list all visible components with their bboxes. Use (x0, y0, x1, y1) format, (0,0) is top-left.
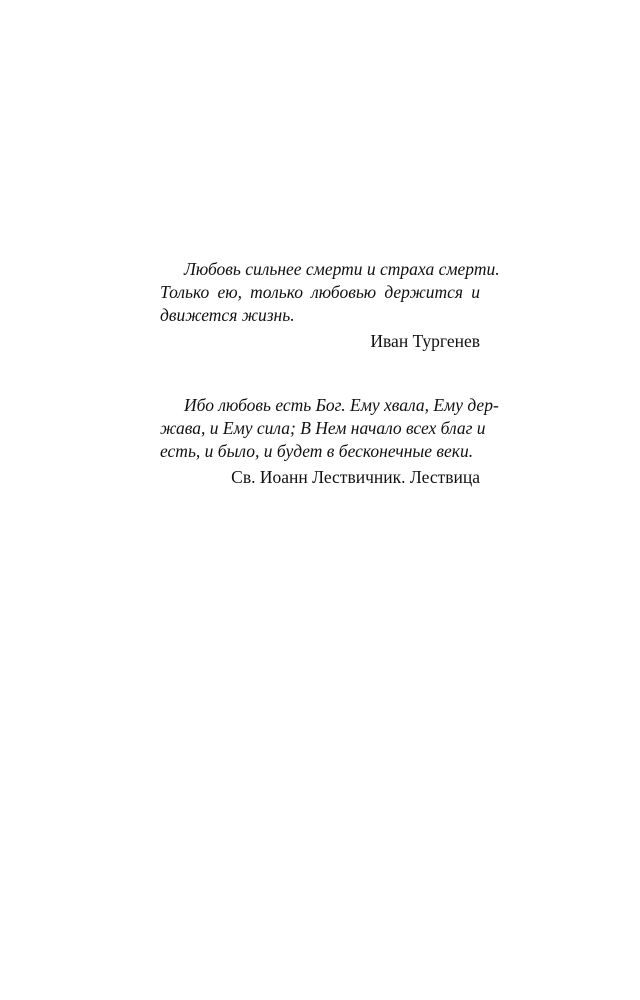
epigraph-turgenev (160, 258, 500, 353)
quote-line: Только ею, только любовью держится и (160, 282, 480, 302)
quote-line: Любовь сильнее смерти и страха смерти. (184, 259, 500, 279)
quote-line: есть, и было, и будет в бесконечные веки. (160, 441, 474, 461)
quote-author: Иван Тургенев (370, 331, 480, 351)
quote-author: Св. Иоанн Лествичник. Лествица (231, 467, 480, 487)
quote-line: жава, и Ему сила; В Нем начало всех благ и (160, 418, 486, 438)
quote-line: Ибо любовь есть Бог. Ему хвала, Ему дер- (184, 395, 499, 415)
epigraph-lestvichnik (160, 394, 499, 489)
quote-line: движется жизнь. (160, 305, 295, 325)
